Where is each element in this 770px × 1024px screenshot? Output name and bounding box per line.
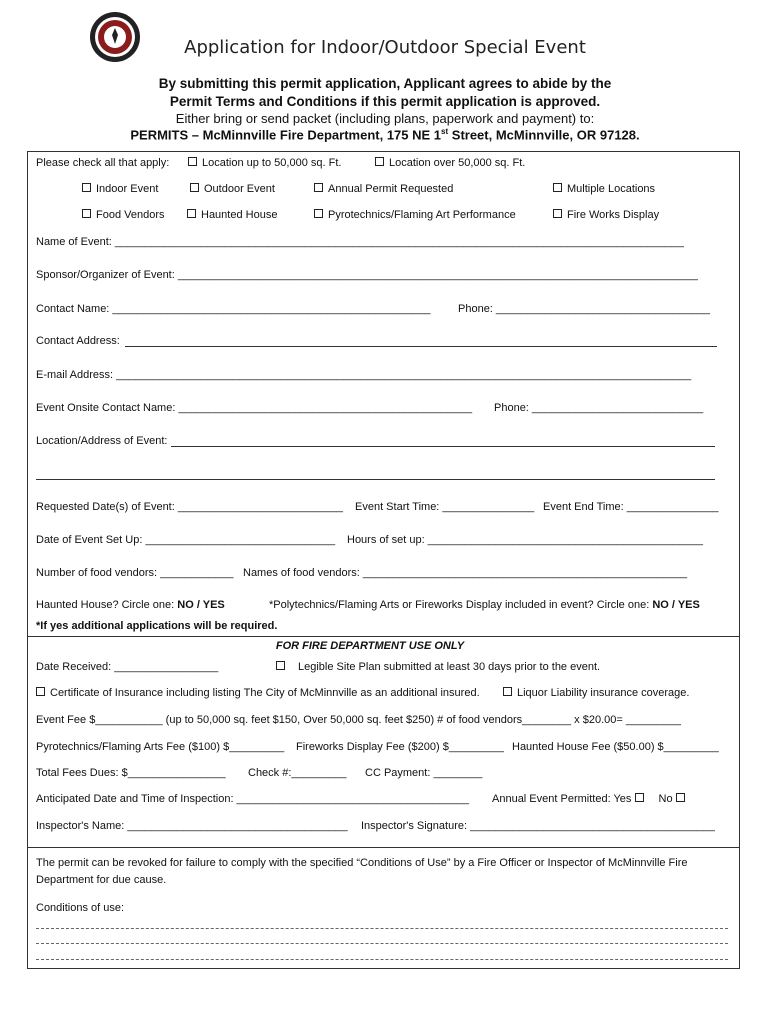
haunted-question: Haunted House? Circle one: NO / YES [36,599,225,611]
onsite-contact-field[interactable]: Event Onsite Contact Name: ________________________________________________ [36,402,473,414]
checkbox[interactable] [553,209,562,218]
checkbox[interactable] [314,209,323,218]
haunted-fee-field[interactable]: Haunted House Fee ($50.00) $_________ [512,741,719,753]
checkbox[interactable] [82,183,91,192]
checkbox[interactable] [553,183,562,192]
fireworks-fee-field[interactable]: Fireworks Display Fee ($200) $_________ [296,741,504,753]
checkbox[interactable] [82,209,91,218]
option-outdoor[interactable]: Outdoor Event [190,183,275,195]
conditions-label: Conditions of use: [36,902,125,914]
pyro-fee-field[interactable]: Pyrotechnics/Flaming Arts Fee ($100) $_________ [36,741,285,753]
checkbox[interactable] [375,157,384,166]
checkbox[interactable] [503,687,512,696]
date-received-field[interactable]: Date Received: _________________ [36,661,219,673]
additional-applications-note: *If yes additional applications will be required. [36,620,278,632]
location-field-line-2[interactable] [36,479,715,480]
contact-name-field[interactable]: Contact Name: ____________________________________________________ [36,303,431,315]
checkbox[interactable] [188,157,197,166]
start-time-field[interactable]: Event Start Time: _______________ [355,501,535,513]
mailing-address: PERMITS – McMinnville Fire Department, 175 NE 1st Street, McMinnville, OR 97128. [130,127,640,143]
divider [27,847,740,848]
inspector-signature-field[interactable]: Inspector's Signature: ________________________________________ [361,820,715,832]
number-food-vendors-field[interactable]: Number of food vendors: ____________ [36,567,234,579]
option-haunted[interactable]: Haunted House [187,209,277,221]
check-prompt: Please check all that apply: [36,157,170,169]
checkbox[interactable] [36,687,45,696]
location-label: Location/Address of Event: [36,435,168,447]
food-vendor-names-field[interactable]: Names of food vendors: _____________________________________________________ [243,567,688,579]
agreement-line-1: By submitting this permit application, Applicant agrees to abide by the [158,76,612,91]
haunted-no-yes[interactable]: NO / YES [177,599,225,611]
option-pyro[interactable]: Pyrotechnics/Flaming Art Performance [314,209,516,221]
submission-instructions: Either bring or send packet (including plans, paperwork and payment) to: [175,111,595,126]
site-plan-check[interactable]: Legible Site Plan submitted at least 30 days prior to the event. [276,661,600,673]
divider [27,636,740,637]
conditions-line-2[interactable] [36,943,728,944]
event-fee-field[interactable]: Event Fee $___________ (up to 50,000 sq. feet $150, Over 50,000 sq. feet $250) # of food vendors________ x $20.00= _________ [36,714,681,726]
check-number-field[interactable]: Check #:_________ [248,767,347,779]
setup-hours-field[interactable]: Hours of set up: _____________________________________________ [347,534,704,546]
cc-payment-field[interactable]: CC Payment: ________ [365,767,483,779]
name-of-event-field[interactable]: Name of Event: _____________________________________________________________________________________________ [36,236,684,248]
checkbox[interactable] [635,793,644,802]
insurance-check[interactable]: Certificate of Insurance including listing The City of McMinnville as an additional insured. [36,687,480,699]
option-food[interactable]: Food Vendors [82,209,165,221]
contact-address-field[interactable] [125,346,717,347]
phone-field[interactable]: Phone: ___________________________________ [458,303,711,315]
option-multiple[interactable]: Multiple Locations [553,183,655,195]
option-location-under[interactable]: Location up to 50,000 sq. Ft. [188,157,341,169]
agreement-line-2: Permit Terms and Conditions if this permit application is approved. [169,94,601,109]
annual-permitted-check[interactable]: Annual Event Permitted: Yes No [492,793,690,805]
option-location-over[interactable]: Location over 50,000 sq. Ft. [375,157,525,169]
contact-address-label: Contact Address: [36,335,120,347]
setup-date-field[interactable]: Date of Event Set Up: _______________________________ [36,534,336,546]
email-field[interactable]: E-mail Address: ______________________________________________________________________________________________ [36,369,692,381]
checkbox[interactable] [190,183,199,192]
option-indoor[interactable]: Indoor Event [82,183,158,195]
conditions-line-1[interactable] [36,928,728,929]
checkbox[interactable] [187,209,196,218]
liquor-check[interactable]: Liquor Liability insurance coverage. [503,687,689,699]
revoke-notice-line-2: Department for due cause. [36,874,167,886]
pyro-question: *Polytechnics/Flaming Arts or Fireworks Display included in event? Circle one: NO / YES [269,599,700,611]
location-field[interactable] [171,446,715,447]
pyro-no-yes[interactable]: NO / YES [652,599,700,611]
conditions-line-3[interactable] [36,959,728,960]
sponsor-field[interactable]: Sponsor/Organizer of Event: _____________________________________________________________________________________ [36,269,698,281]
onsite-phone-field[interactable]: Phone: ____________________________ [494,402,704,414]
requested-dates-field[interactable]: Requested Date(s) of Event: ___________________________ [36,501,344,513]
form-title: Application for Indoor/Outdoor Special Event [184,37,586,58]
option-fireworks[interactable]: Fire Works Display [553,209,659,221]
office-use-heading: FOR FIRE DEPARTMENT USE ONLY [275,640,465,652]
total-fees-field[interactable]: Total Fees Dues: $________________ [36,767,226,779]
inspector-name-field[interactable]: Inspector's Name: ____________________________________ [36,820,348,832]
revoke-notice-line-1: The permit can be revoked for failure to comply with the specified “Conditions of Use” by a Fire Officer or Inspector of McMinnville Fire [36,857,688,869]
inspection-date-field[interactable]: Anticipated Date and Time of Inspection: ______________________________________ [36,793,470,805]
end-time-field[interactable]: Event End Time: _______________ [543,501,719,513]
checkbox[interactable] [276,661,285,670]
checkbox[interactable] [676,793,685,802]
option-annual[interactable]: Annual Permit Requested [314,183,453,195]
checkbox[interactable] [314,183,323,192]
